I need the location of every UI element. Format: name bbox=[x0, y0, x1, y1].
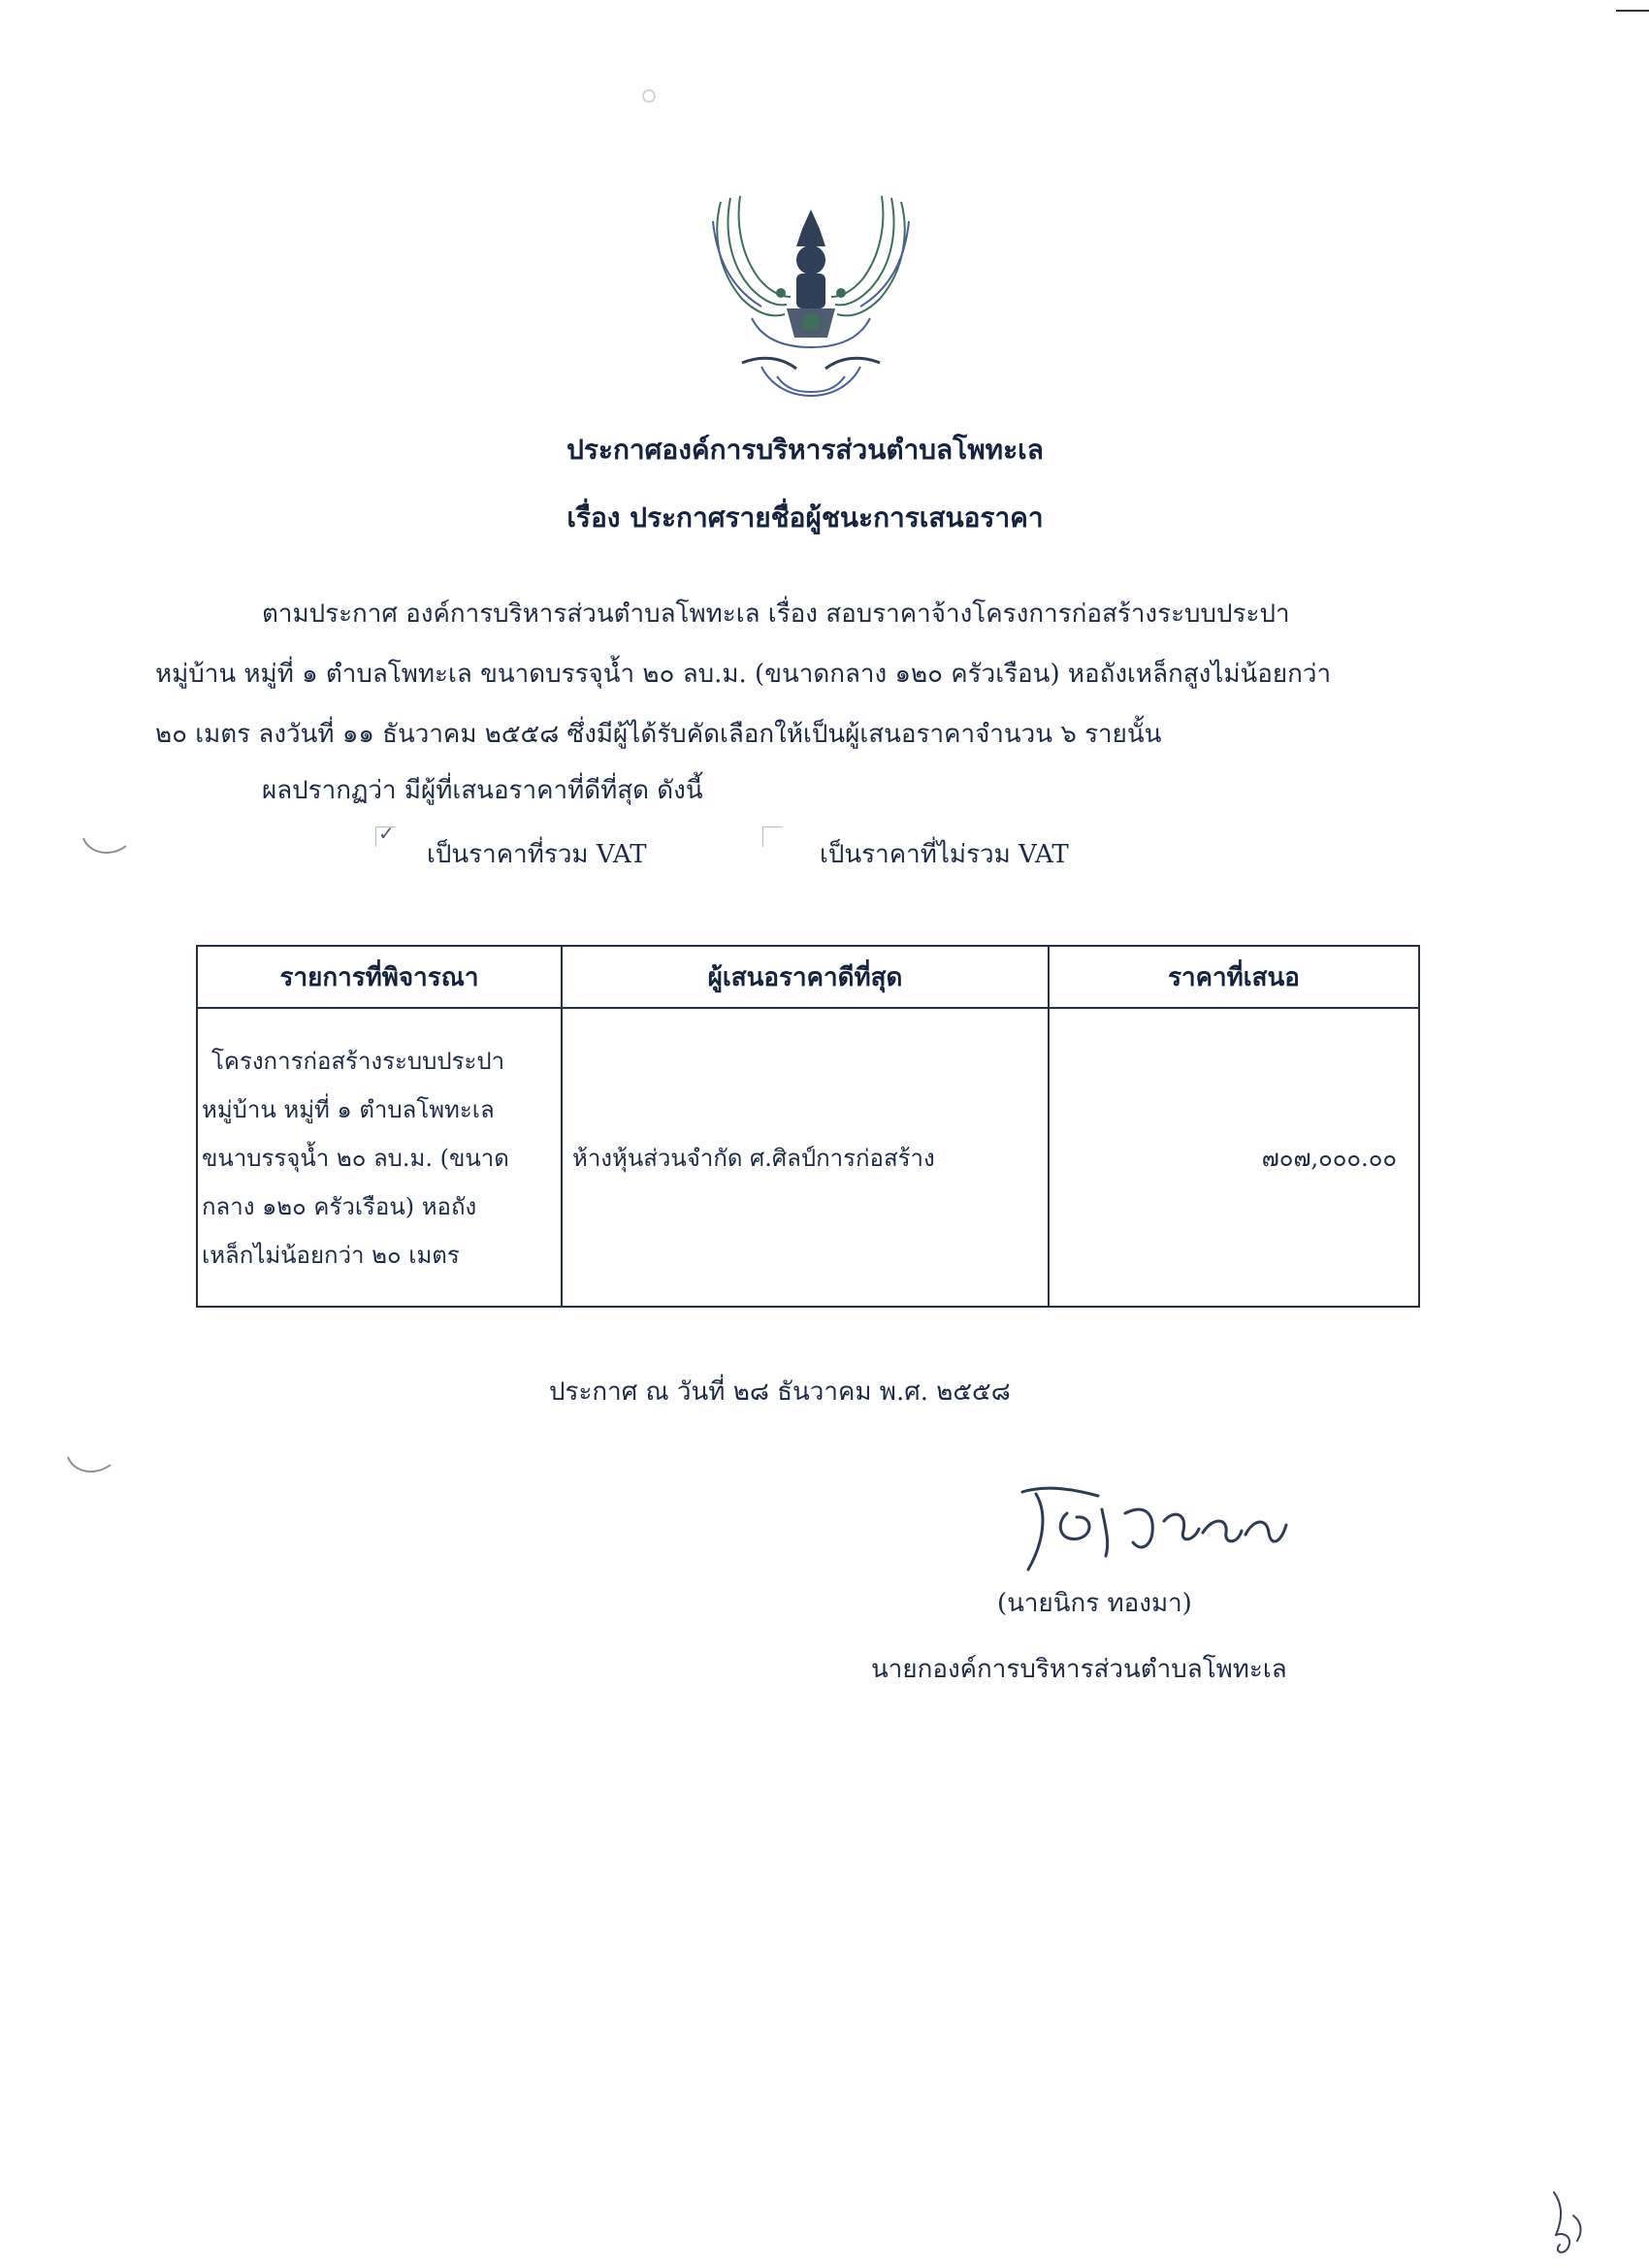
header-item: รายการที่พิจารณา bbox=[197, 946, 562, 1008]
body-paragraph-line-3: ๒๐ เมตร ลงวันที่ ๑๑ ธันวาคม ๒๕๕๘ ซึ่งมีผู้ได้รับคัดเลือกให้เป็นผู้เสนอราคาจำนวน ๖ รายนั้น bbox=[155, 720, 1162, 749]
initial-mark bbox=[1544, 2187, 1593, 2260]
scan-speck bbox=[642, 89, 656, 103]
checkmark-icon: ✓ bbox=[378, 822, 395, 845]
result-line: ผลปรากฏว่า มีผู้ที่เสนอราคาที่ดีที่สุด ดังนี้ bbox=[262, 776, 703, 805]
item-line: ขนาบรรจุน้ำ ๒๐ ลบ.ม. (ขนาด bbox=[202, 1145, 509, 1172]
vat-excluded-checkbox bbox=[762, 826, 783, 847]
announcement-date: ประกาศ ณ วันที่ ๒๘ ธันวาคม พ.ศ. ๒๕๕๘ bbox=[549, 1377, 1011, 1407]
edge-mark bbox=[1616, 10, 1649, 12]
bidder-cell bbox=[562, 1008, 1049, 1307]
price-cell bbox=[1049, 1008, 1419, 1307]
vat-excluded-label: เป็นราคาที่ไม่รวม VAT bbox=[820, 840, 1069, 869]
item-cell bbox=[197, 1008, 562, 1307]
header-bidder: ผู้เสนอราคาดีที่สุด bbox=[562, 946, 1049, 1008]
bidder-name: ห้างหุ้นส่วนจำกัด ศ.ศิลป์การก่อสร้าง bbox=[572, 1144, 935, 1172]
table-row bbox=[197, 1008, 1419, 1307]
body-paragraph-line-1: ตามประกาศ องค์การบริหารส่วนตำบลโพทะเล เรื่อง สอบราคาจ้างโครงการก่อสร้างระบบประปา bbox=[262, 599, 1290, 629]
bid-result-table bbox=[196, 945, 1420, 1308]
item-line: โครงการก่อสร้างระบบประปา bbox=[211, 1048, 505, 1075]
punch-hole-mark bbox=[76, 825, 134, 863]
signer-name: (นายนิกร ทองมา) bbox=[997, 1589, 1192, 1618]
table-header-row bbox=[197, 946, 1419, 1008]
vat-included-label: เป็นราคาที่รวม VAT bbox=[427, 840, 647, 869]
announcement-subject: เรื่อง ประกาศรายชื่อผู้ชนะการเสนอราคา bbox=[566, 502, 1044, 534]
body-paragraph-line-2: หมู่บ้าน หมู่ที่ ๑ ตำบลโพทะเล ขนาดบรรจุน้ำ ๒๐ ลบ.ม. (ขนาดกลาง ๑๒๐ ครัวเรือน) หอถังเหล็กสูงไม่น้อยกว่า bbox=[155, 660, 1332, 689]
item-line: เหล็กไม่น้อยกว่า ๒๐ เมตร bbox=[202, 1242, 460, 1269]
item-line: หมู่บ้าน หมู่ที่ ๑ ตำบลโพทะเล bbox=[202, 1096, 495, 1123]
header-price: ราคาที่เสนอ bbox=[1049, 946, 1419, 1008]
item-line: กลาง ๑๒๐ ครัวเรือน) หอถัง bbox=[202, 1193, 477, 1220]
handwritten-signature bbox=[1009, 1474, 1300, 1581]
garuda-emblem-icon bbox=[703, 192, 919, 402]
signer-position: นายกองค์การบริหารส่วนตำบลโพทะเล bbox=[871, 1655, 1287, 1684]
announcement-title: ประกาศองค์การบริหารส่วนตำบลโพทะเล bbox=[566, 434, 1044, 466]
punch-hole-mark bbox=[60, 1445, 118, 1484]
vat-included-checkbox bbox=[375, 822, 396, 847]
bid-price: ๗๐๗,๐๐๐.๐๐ bbox=[1261, 1144, 1397, 1172]
